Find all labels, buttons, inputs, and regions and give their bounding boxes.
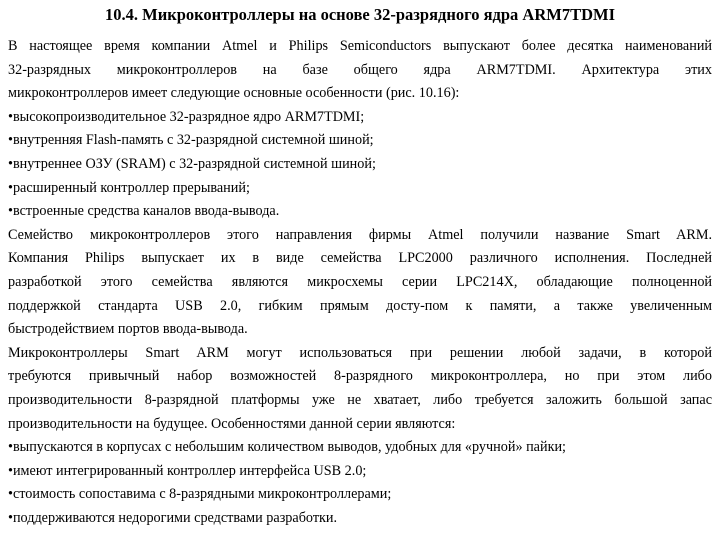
bullet-item: •стоимость сопоставима с 8-разрядными микроконтроллерами; — [8, 486, 392, 503]
paragraph-line: разработкой этого семейства являются микросхемы серии LPC214X, обладающие полноценной — [8, 273, 712, 290]
bullet-item: •внутренняя Flash-память с 32-разрядной системной шиной; — [8, 132, 374, 149]
paragraph-line: производительности 8-разрядной платформы уже не хватает, либо требуется заложить большой запас — [8, 391, 712, 408]
paragraph-line: Микроконтроллеры Smart ARM могут использоваться при решении любой задачи, в которой — [8, 344, 712, 361]
paragraph-line: 32-разрядных микроконтроллеров на базе общего ядра ARM7TDMI. Архитектура этих — [8, 61, 712, 78]
paragraph-line: требуются привычный набор возможностей 8-разрядного микроконтроллера, но при этом либо — [8, 368, 712, 385]
paragraph-line: В настоящее время компании Atmel и Philips Semiconductors выпускают более десятка наименований — [8, 38, 712, 54]
bullet-item: •выпускаются в корпусах с небольшим количеством выводов, удобных для «ручной» пайки; — [8, 439, 566, 456]
paragraph-line: Компания Philips выпускает их в виде семейства LPC2000 различного исполнения. Последней — [8, 250, 712, 267]
bullet-item: •расширенный контроллер прерываний; — [8, 179, 250, 196]
page-title: 10.4. Микроконтроллеры на основе 32-разрядного ядра ARM7TDMI — [105, 5, 615, 24]
bullet-item: •встроенные средства каналов ввода-вывода. — [8, 203, 280, 220]
paragraph-line: быстродействием портов ввода-вывода. — [8, 321, 248, 338]
bullet-item: •внутреннее ОЗУ (SRAM) с 32-разрядной системной шиной; — [8, 155, 376, 172]
bullet-item: •имеют интегрированный контроллер интерфейса USB 2.0; — [8, 462, 367, 479]
paragraph-line: поддержкой стандарта USB 2.0, гибким прямым досту-пом к памяти, а также увеличенным — [8, 297, 712, 314]
bullet-item: •высокопроизводительное 32-разрядное ядро ARM7TDMI; — [8, 108, 365, 125]
bullet-item: •поддерживаются недорогими средствами разработки. — [8, 509, 338, 526]
paragraph-line: Семейство микроконтроллеров этого направления фирмы Atmel получили название Smart ARM. — [8, 226, 712, 243]
paragraph-line: микроконтроллеров имеет следующие основные особенности (рис. 10.16): — [8, 85, 460, 102]
paragraph-line: производительности на будущее. Особенностями данной серии являются: — [8, 415, 456, 432]
